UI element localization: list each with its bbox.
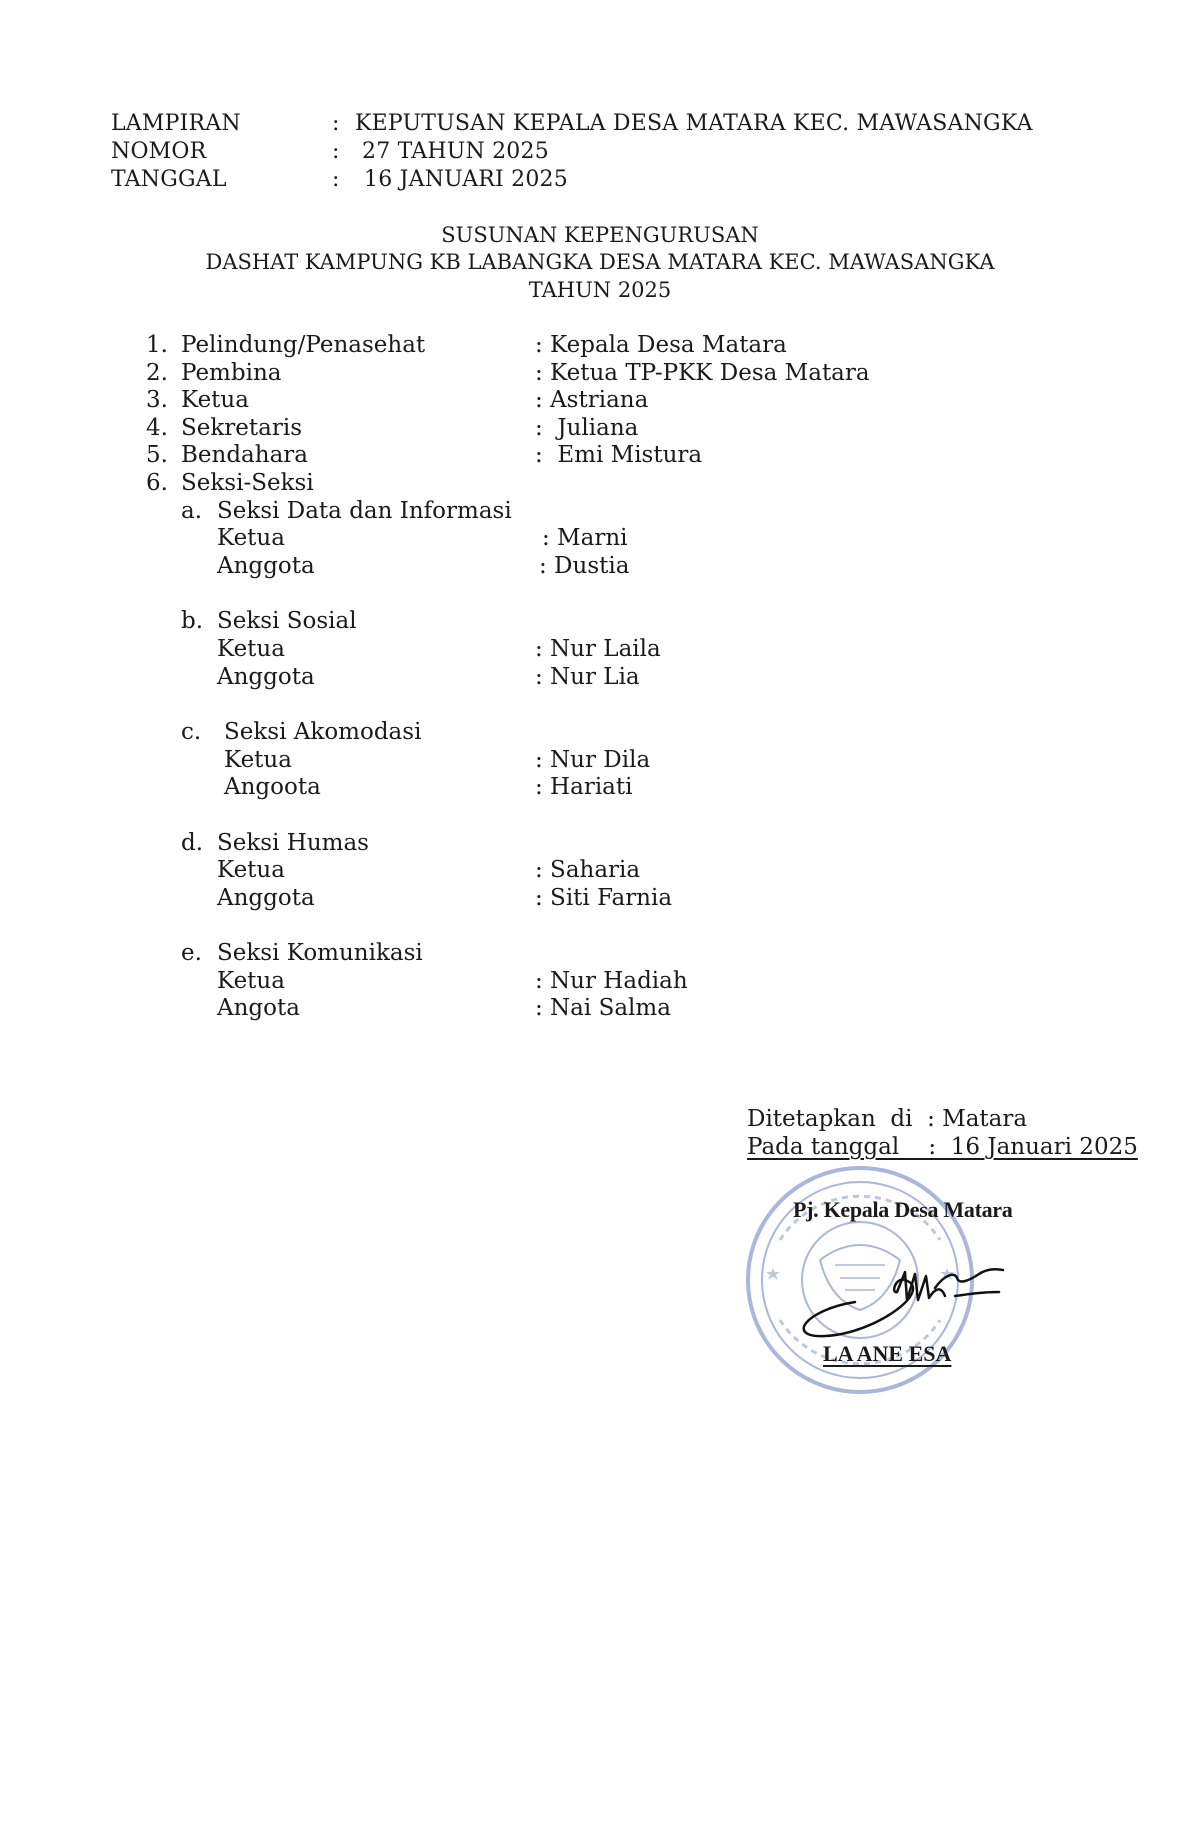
- section-name: Seksi Sosial: [217, 608, 357, 634]
- section-name: Seksi Humas: [217, 830, 369, 856]
- tanggal-label: TANGGAL: [111, 167, 227, 192]
- role-label: Bendahara: [181, 442, 308, 468]
- nomor-separator: :: [332, 139, 340, 164]
- section-letter: b.: [181, 608, 204, 634]
- anggota-value: : Nai Salma: [535, 995, 671, 1021]
- ketua-value: : Nur Laila: [535, 636, 661, 662]
- tanggal-separator: :: [332, 167, 340, 192]
- pada-tanggal: Pada tanggal : 16 Januari 2025: [747, 1134, 1138, 1160]
- section-letter: c.: [181, 719, 202, 745]
- nomor-label: NOMOR: [111, 139, 207, 164]
- anggota-value: : Hariati: [535, 774, 633, 800]
- role-number: 5.: [146, 442, 168, 468]
- lampiran-separator: :: [332, 111, 340, 136]
- anggota-label: Anggota: [217, 553, 315, 579]
- role-label: Pelindung/Penasehat: [181, 332, 426, 358]
- section-letter: a.: [181, 498, 203, 524]
- role-number: 4.: [146, 415, 168, 441]
- signatory-title: Pj. Kepala Desa Matara: [793, 1197, 1013, 1222]
- role-label: Ketua: [181, 387, 249, 413]
- role-number: 1.: [146, 332, 168, 358]
- document-subtitle: DASHAT KAMPUNG KB LABANGKA DESA MATARA KEC. MAWASANGKA: [205, 250, 995, 274]
- anggota-value: : Nur Lia: [535, 664, 640, 690]
- ketua-label: Ketua: [217, 636, 285, 662]
- section-name: Seksi Akomodasi: [224, 719, 422, 745]
- ditetapkan-di: Ditetapkan di : Matara: [747, 1106, 1028, 1132]
- ketua-value: : Marni: [542, 525, 628, 551]
- role-label: Pembina: [181, 360, 282, 386]
- role-number: 2.: [146, 360, 168, 386]
- section-letter: e.: [181, 940, 202, 966]
- role-value: : Astriana: [535, 387, 649, 413]
- ketua-value: : Nur Hadiah: [535, 968, 688, 994]
- ketua-label: Ketua: [217, 857, 285, 883]
- role-label: Sekretaris: [181, 415, 303, 441]
- section-letter: d.: [181, 830, 204, 856]
- document-title: SUSUNAN KEPENGURUSAN: [441, 223, 759, 247]
- role-value: : Ketua TP-PKK Desa Matara: [535, 360, 870, 386]
- document-year: TAHUN 2025: [528, 278, 672, 302]
- role-value: : Juliana: [535, 415, 639, 441]
- anggota-label: Anggota: [217, 664, 315, 690]
- ketua-value: : Saharia: [535, 857, 641, 883]
- signature-icon: [785, 1250, 1025, 1340]
- anggota-label: Angota: [217, 995, 300, 1021]
- section-name: Seksi Data dan Informasi: [217, 498, 512, 524]
- role-number: 6.: [146, 470, 168, 496]
- signatory-name: LA ANE ESA: [823, 1341, 952, 1366]
- role-value: : Emi Mistura: [535, 442, 703, 468]
- anggota-label: Angoota: [224, 774, 321, 800]
- tanggal-value: 16 JANUARI 2025: [364, 167, 568, 192]
- anggota-value: : Dustia: [539, 553, 630, 579]
- lampiran-value: KEPUTUSAN KEPALA DESA MATARA KEC. MAWASANGKA: [355, 111, 1033, 136]
- nomor-value: 27 TAHUN 2025: [362, 139, 549, 164]
- role-value: : Kepala Desa Matara: [535, 332, 787, 358]
- ketua-value: : Nur Dila: [535, 747, 651, 773]
- ketua-label: Ketua: [217, 968, 285, 994]
- anggota-value: : Siti Farnia: [535, 885, 673, 911]
- ketua-label: Ketua: [224, 747, 292, 773]
- role-label: Seksi-Seksi: [181, 470, 314, 496]
- anggota-label: Anggota: [217, 885, 315, 911]
- role-number: 3.: [146, 387, 168, 413]
- section-name: Seksi Komunikasi: [217, 940, 423, 966]
- ketua-label: Ketua: [217, 525, 285, 551]
- lampiran-label: LAMPIRAN: [111, 111, 241, 136]
